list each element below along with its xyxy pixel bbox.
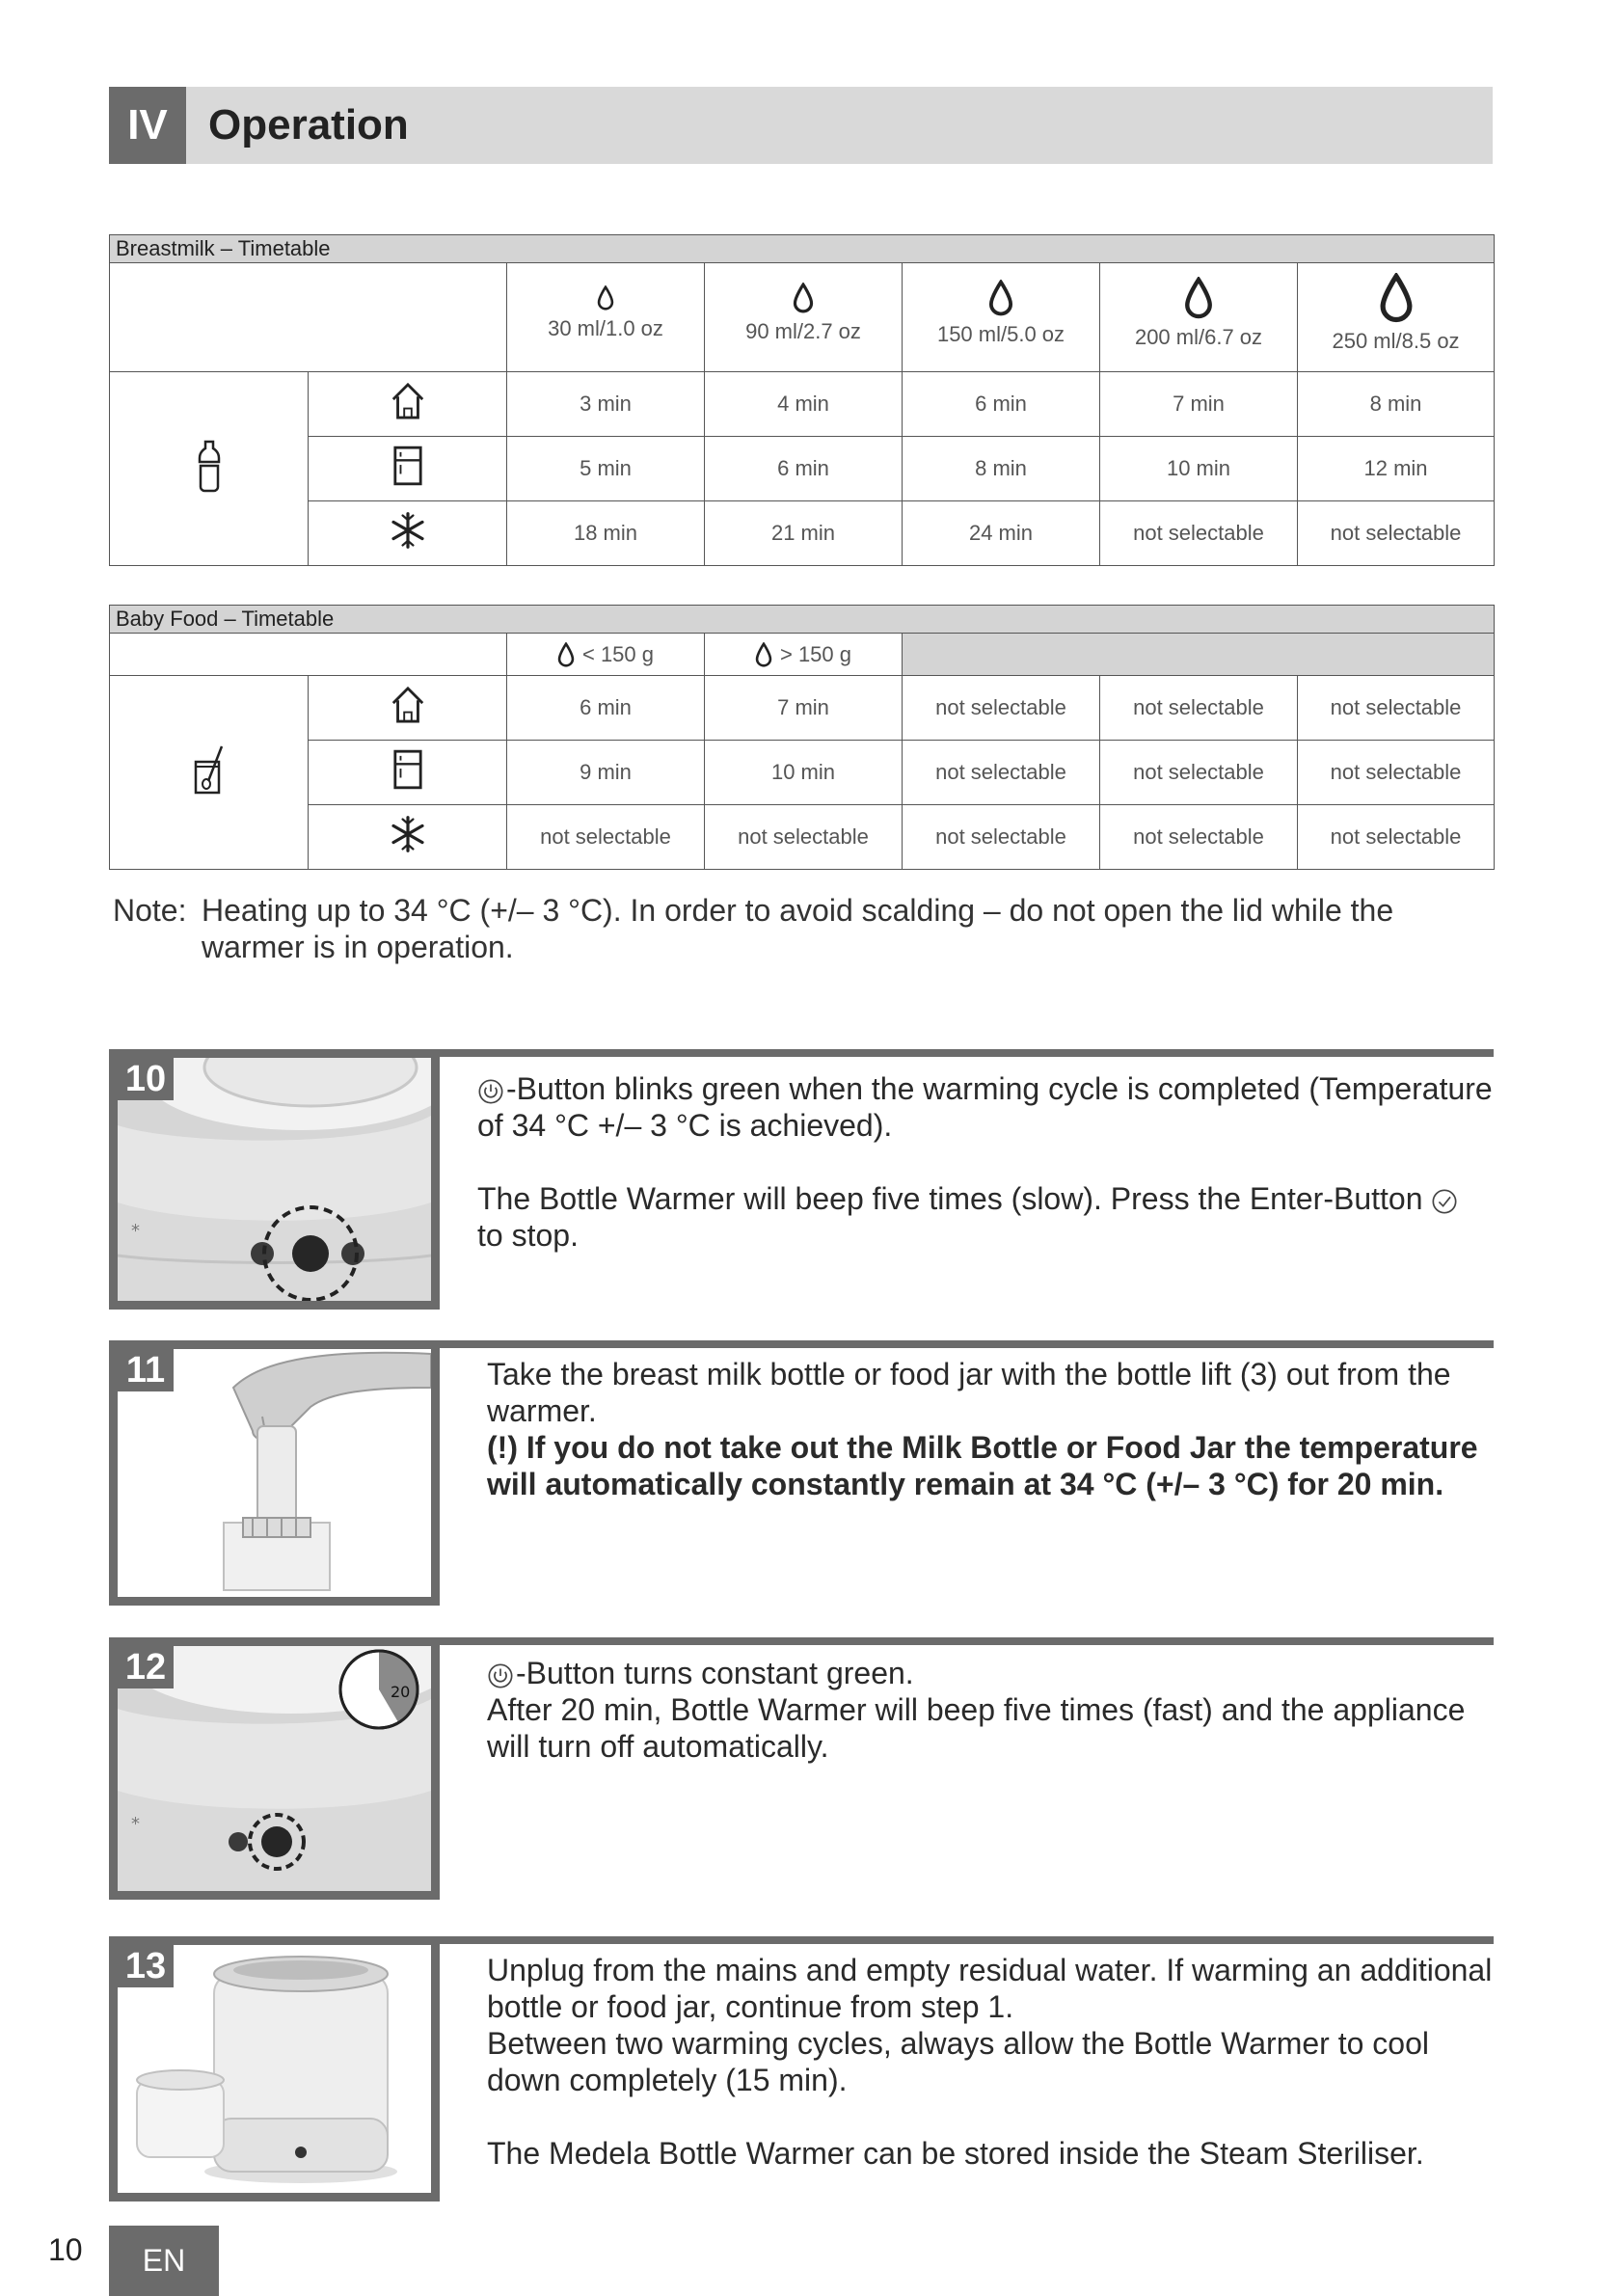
table-cell: not selectable	[1298, 676, 1495, 741]
language-tab: EN	[109, 2226, 219, 2296]
table-caption: Breastmilk – Timetable	[110, 235, 1495, 263]
fridge-icon-cell	[309, 437, 507, 501]
table-cell: 3 min	[507, 372, 705, 437]
step-number: 11	[118, 1349, 174, 1391]
babyfood-timetable	[109, 605, 1495, 870]
step-11	[109, 1340, 1494, 1606]
step-paragraph: Take the breast milk bottle or food jar with the bottle lift (3) out from the warmer.	[487, 1357, 1451, 1428]
note-text: Heating up to 34 °C (+/– 3 °C). In order to avoid scalding – do not open the lid while the warmer is in operation.	[202, 893, 1394, 964]
room-temperature-icon-cell	[309, 372, 507, 437]
droplet-icon	[793, 283, 814, 313]
volume-header: 150 ml/5.0 oz	[903, 263, 1100, 372]
step-number: 13	[118, 1945, 174, 1987]
step-number: 12	[118, 1646, 174, 1688]
droplet-icon	[988, 280, 1013, 316]
snowflake-icon	[389, 815, 427, 853]
header-blank-cell	[110, 634, 507, 676]
table-cell: 5 min	[507, 437, 705, 501]
section-number: IV	[109, 87, 186, 164]
note	[113, 892, 1501, 965]
droplet-icon	[755, 642, 772, 667]
table-cell: not selectable	[1100, 676, 1298, 741]
frozen-icon-cell	[309, 501, 507, 566]
volume-header: 90 ml/2.7 oz	[705, 263, 903, 372]
table-cell: 10 min	[705, 741, 903, 805]
step-12	[109, 1637, 1494, 1900]
volume-header: 200 ml/6.7 oz	[1100, 263, 1298, 372]
table-caption: Baby Food – Timetable	[110, 606, 1495, 634]
table-cell: 21 min	[705, 501, 903, 566]
power-button-icon	[477, 1078, 504, 1105]
droplet-icon	[1379, 273, 1414, 323]
table-cell: 4 min	[705, 372, 903, 437]
room-temperature-icon	[390, 381, 426, 421]
header-shaded-cell	[903, 634, 1100, 676]
header-blank-cell	[110, 263, 507, 372]
svg-text:*: *	[131, 1814, 140, 1834]
step-text: -Button blinks green when the warming cycle is completed (Temperature of 34 °C +/– 3 °C is achieved). The Bottle Warmer will beep five times (slow). Press the Enter-Button to stop.	[477, 1071, 1493, 1253]
enter-button-icon	[1431, 1188, 1458, 1215]
step-paragraph: The Medela Bottle Warmer can be stored inside the Steam Steriliser.	[487, 2136, 1424, 2171]
step-text: -Button turns constant green. After 20 min, Bottle Warmer will beep five times (fast) and the appliance will turn off automatically.	[487, 1655, 1494, 1765]
page-title: Operation	[208, 101, 409, 149]
timer-label: 20	[391, 1683, 411, 1701]
svg-text:*: *	[131, 1221, 140, 1241]
table-cell: 10 min	[1100, 437, 1298, 501]
step-text	[487, 1356, 1494, 1502]
droplet-icon	[557, 642, 575, 667]
table-cell: 7 min	[705, 676, 903, 741]
fridge-icon	[392, 748, 423, 791]
table-cell: not selectable	[507, 805, 705, 870]
table-cell: not selectable	[903, 676, 1100, 741]
snowflake-icon	[389, 511, 427, 550]
table-cell: not selectable	[1100, 501, 1298, 566]
table-cell: 9 min	[507, 741, 705, 805]
fridge-icon	[392, 445, 423, 487]
power-button-icon	[487, 1662, 514, 1689]
volume-header: 30 ml/1.0 oz	[507, 263, 705, 372]
food-jar-icon-cell	[110, 676, 309, 870]
fridge-icon-cell	[309, 741, 507, 805]
weight-header: > 150 g	[705, 634, 903, 676]
breastmilk-timetable	[109, 234, 1495, 566]
table-cell: 12 min	[1298, 437, 1495, 501]
step-paragraph: After 20 min, Bottle Warmer will beep five times (fast) and the appliance will turn off automatically.	[487, 1692, 1466, 1764]
table-cell: 8 min	[1298, 372, 1495, 437]
timer-icon	[337, 1647, 421, 1732]
table-cell: not selectable	[1100, 805, 1298, 870]
header-shaded-cell	[1100, 634, 1298, 676]
page-number: 10	[48, 2232, 83, 2267]
droplet-icon	[597, 285, 614, 311]
table-cell: 18 min	[507, 501, 705, 566]
step-10	[109, 1049, 1494, 1310]
header-shaded-cell	[1298, 634, 1495, 676]
step-number: 10	[118, 1058, 174, 1100]
bottle-icon-cell	[110, 372, 309, 566]
weight-header: < 150 g	[507, 634, 705, 676]
room-temperature-icon	[390, 685, 426, 725]
droplet-icon	[1184, 277, 1213, 319]
step-warning: (!) If you do not take out the Milk Bottle or Food Jar the temperature will automatically constantly remain at 34 °C (+/– 3 °C) for 20 min.	[487, 1430, 1478, 1501]
step-paragraph: Between two warming cycles, always allow the Bottle Warmer to cool down completely (15 min).	[487, 2026, 1429, 2097]
food-jar-icon	[191, 743, 228, 797]
table-cell: not selectable	[1100, 741, 1298, 805]
table-cell: not selectable	[903, 805, 1100, 870]
table-cell: 6 min	[507, 676, 705, 741]
step-13	[109, 1936, 1494, 2201]
step-text	[487, 1952, 1494, 2172]
table-cell: not selectable	[1298, 741, 1495, 805]
table-cell: 7 min	[1100, 372, 1298, 437]
note-label: Note:	[113, 893, 187, 928]
section-header	[109, 87, 1493, 164]
table-cell: not selectable	[903, 741, 1100, 805]
table-cell: not selectable	[705, 805, 903, 870]
volume-header: 250 ml/8.5 oz	[1298, 263, 1495, 372]
table-cell: 6 min	[903, 372, 1100, 437]
frozen-icon-cell	[309, 805, 507, 870]
bottle-icon	[195, 439, 224, 493]
table-cell: 8 min	[903, 437, 1100, 501]
table-cell: 6 min	[705, 437, 903, 501]
step-paragraph: Unplug from the mains and empty residual water. If warming an additional bottle or food jar, continue from step 1.	[487, 1953, 1493, 2024]
table-cell: 24 min	[903, 501, 1100, 566]
table-cell: not selectable	[1298, 805, 1495, 870]
table-cell: not selectable	[1298, 501, 1495, 566]
room-temperature-icon-cell	[309, 676, 507, 741]
